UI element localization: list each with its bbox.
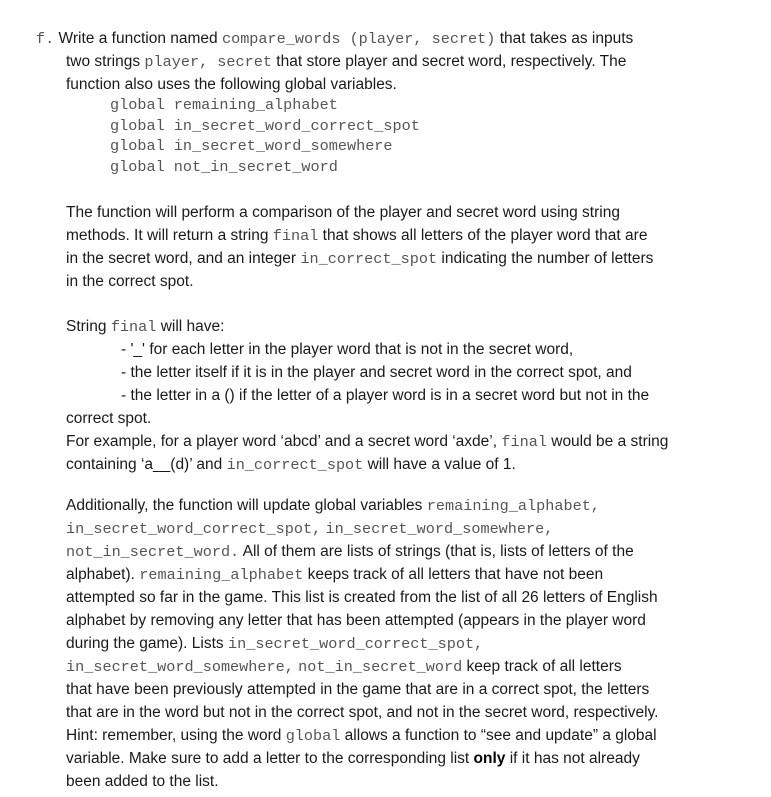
code-final: final: [110, 318, 157, 336]
para3-line-5: attempted so far in the game. This list is created from the list of all 26 letters of English: [66, 589, 658, 606]
bullet-underscore: - '_' for each letter in the player word that is not in the secret word,: [121, 341, 574, 358]
string-final-heading: String final will have:: [66, 318, 225, 336]
hint-line-2: variable. Make sure to add a letter to the corresponding list only if it has not already: [66, 750, 640, 767]
code-remaining-alphabet: remaining_alphabet: [139, 566, 304, 584]
para3-line-1: Additionally, the function will update global variables remaining_alphabet,: [66, 497, 600, 515]
emphasis-only: only: [473, 750, 506, 767]
para3-line-7: during the game). Lists in_secret_word_correct_spot,: [66, 635, 484, 653]
global-declaration: global not_in_secret_word: [110, 158, 338, 176]
para3-line-10: that are in the word but not in the correct spot, and not in the secret word, respectively.: [66, 704, 659, 721]
code-in-correct-spot: in_correct_spot: [300, 250, 438, 268]
code-in-secret-word-somewhere: in_secret_word_somewhere,: [325, 520, 554, 538]
code-global: global: [285, 727, 341, 745]
bullet-wrong-spot-continued: correct spot.: [66, 410, 152, 427]
hint-line-1: Hint: remember, using the word global allows a function to “see and update” a global: [66, 727, 657, 745]
global-declaration: global in_secret_word_somewhere: [110, 137, 393, 155]
code-in-secret-word-somewhere: in_secret_word_somewhere,: [66, 658, 294, 676]
intro-text: Write a function named: [58, 30, 222, 47]
global-declaration: global in_secret_word_correct_spot: [110, 117, 420, 135]
para1-line-3: in the secret word, and an integer in_correct_spot indicating the number of letters: [66, 250, 654, 268]
code-remaining-alphabet: remaining_alphabet,: [426, 497, 600, 515]
example-line-1: For example, for a player word ‘abcd’ and a secret word ‘axde’, final would be a string: [66, 433, 669, 451]
code-in-secret-word-correct-spot: in_secret_word_correct_spot,: [227, 635, 484, 653]
para1-line-4: in the correct spot.: [66, 273, 194, 290]
global-declaration: global remaining_alphabet: [110, 96, 338, 114]
example-line-2: containing ‘a__(d)’ and in_correct_spot will have a value of 1.: [66, 456, 516, 474]
code-not-in-secret-word: not_in_secret_word: [298, 658, 463, 676]
para1-line-1: The function will perform a comparison of the player and secret word using string: [66, 204, 620, 221]
para3-line-9: that have been previously attempted in the game that are in a correct spot, the letters: [66, 681, 650, 698]
intro-line-2: two strings player, secret that store player and secret word, respectively. The: [66, 53, 627, 71]
intro-line-1: f. Write a function named compare_words (player, secret) that takes as inputs: [36, 30, 634, 48]
para3-line-8: in_secret_word_somewhere, not_in_secret_word keep track of all letters: [66, 658, 622, 676]
param-names: player, secret: [144, 53, 272, 71]
bullet-correct-spot: - the letter itself if it is in the player and secret word in the correct spot, and: [121, 364, 632, 381]
hint-line-3: been added to the list.: [66, 773, 219, 790]
bullet-wrong-spot: - the letter in a () if the letter of a player word is in a secret word but not in the: [121, 387, 650, 404]
code-in-correct-spot: in_correct_spot: [226, 456, 364, 474]
para3-line-2: [66, 517, 553, 541]
code-in-secret-word-correct-spot: in_secret_word_correct_spot,: [66, 520, 322, 538]
code-not-in-secret-word: not_in_secret_word.: [66, 543, 240, 561]
code-final: final: [501, 433, 547, 451]
para3-line-6: alphabet by removing any letter that has been attempted (appears in the player word: [66, 612, 646, 629]
item-label: f.: [36, 30, 55, 48]
function-signature: compare_words (player, secret): [221, 30, 496, 48]
para3-line-4: alphabet). remaining_alphabet keeps track of all letters that have not been: [66, 566, 604, 584]
intro-line-3: function also uses the following global variables.: [66, 76, 397, 93]
para3-line-3: not_in_secret_word. All of them are lists of strings (that is, lists of letters of the: [66, 543, 634, 561]
para1-line-2: methods. It will return a string final that shows all letters of the player word that are: [66, 227, 648, 245]
code-final: final: [272, 227, 319, 245]
